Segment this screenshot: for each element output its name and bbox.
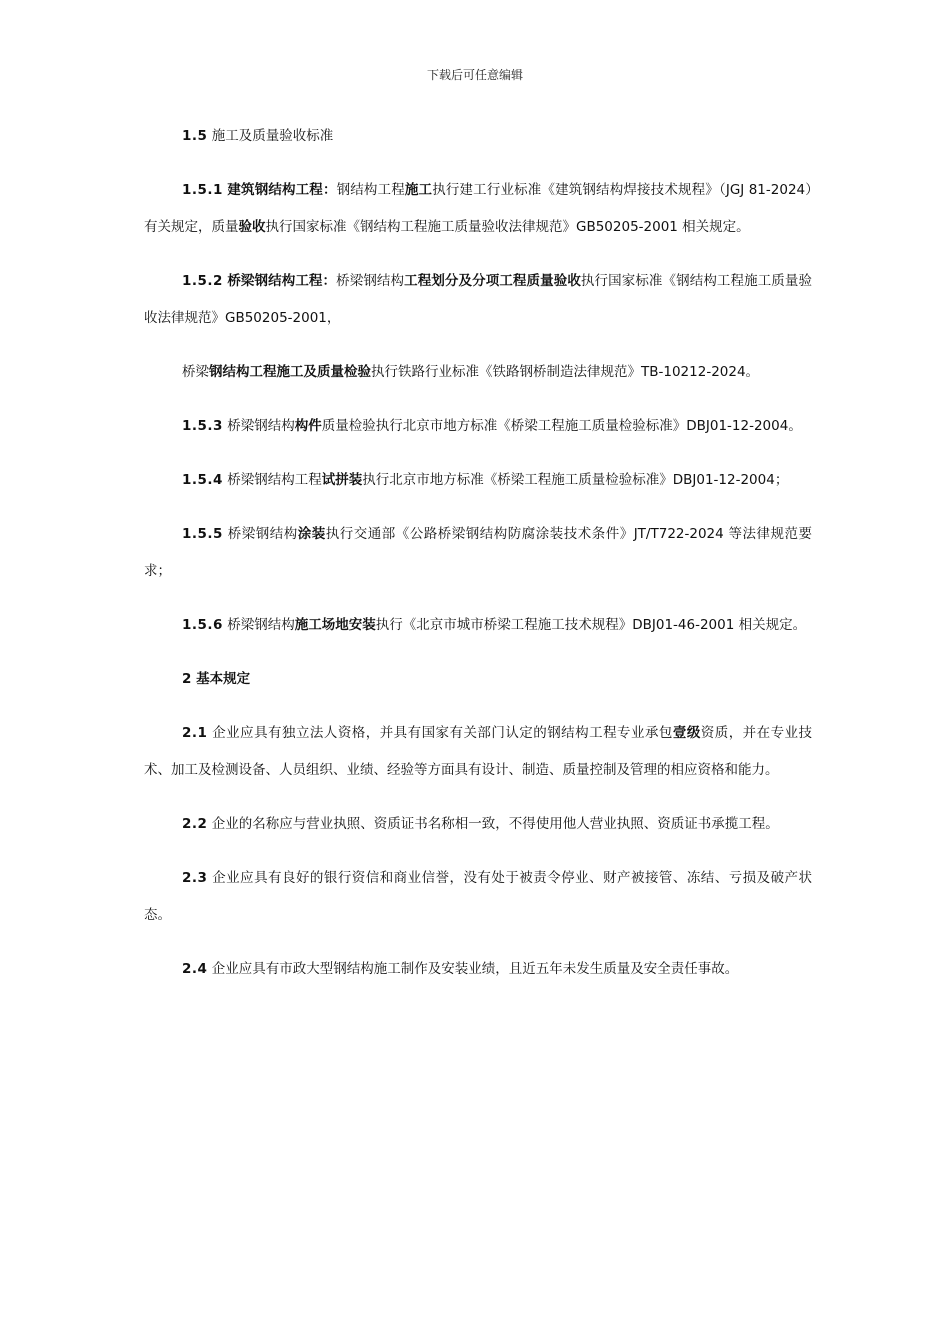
clause-emphasis: 构件 (294, 418, 322, 434)
section-2-heading: 2 基本规定 (182, 671, 251, 687)
page-header: 下载后可任意编辑 (426, 68, 523, 82)
clause-text: 资质，并在专业技术、加工及检测设备、人员组织、业绩、经验等方面具有设计、制造、质量控制及管理的相应资格和能力。 (144, 725, 813, 778)
clause-number: 2.3 (182, 870, 208, 886)
clause-number: 1.5.3 (182, 418, 223, 434)
clause-emphasis: 工程划分及分项工程质量验收 (404, 273, 581, 289)
clause-2-4 (144, 951, 812, 988)
clause-text: 执行国家标准《钢结构工程施工质量验收法律规范》GB50205-2001， (144, 273, 813, 326)
clause-text: 执行交通部《公路桥梁钢结构防腐涂装技术条件》JT/T722-2024 等法律规范要求； (144, 526, 813, 579)
clause-number: 2.4 (182, 961, 208, 977)
clause-title: 桥梁钢结构工程： (227, 273, 337, 289)
clause-emphasis: 涂装 (297, 526, 326, 542)
clause-1-5-3 (144, 408, 812, 445)
clause-emphasis: 试拼装 (321, 472, 363, 488)
clause-text: 执行建工行业标准《建筑钢结构焊接技术规程》（JGJ 81-2024）有关规定，质量 (144, 182, 813, 235)
section-1-5-heading (144, 118, 812, 155)
clause-1-5-4 (144, 462, 812, 499)
clause-text: 质量检验执行北京市地方标准《桥梁工程施工质量检验标准》DBJ01-12-2004。 (321, 418, 802, 434)
clause-text: 桥梁 (182, 364, 209, 380)
clause-text: 桥梁钢结构 (336, 273, 405, 289)
clause-emphasis: 钢结构工程施工及质量检验 (209, 364, 371, 380)
clause-number: 2.1 (182, 725, 208, 741)
clause-text: 桥梁钢结构 (227, 418, 295, 434)
document-body (144, 118, 812, 1005)
clause-text: 桥梁钢结构工程 (227, 472, 322, 488)
clause-text: 执行国家标准《钢结构工程施工质量验收法律规范》GB50205-2001 相关规定。 (265, 219, 750, 235)
clause-emphasis: 施工场地安装 (294, 617, 376, 633)
clause-number: 1.5.4 (182, 472, 223, 488)
clause-text: 企业应具有良好的银行资信和商业信誉，没有处于被责令停业、财产被接管、冻结、亏损及破产状态。 (144, 870, 813, 923)
clause-emphasis: 施工 (404, 182, 433, 198)
clause-emphasis: 壹级 (672, 725, 701, 741)
clause-text: 企业应具有独立法人资格，并具有国家有关部门认定的钢结构工程专业承包 (212, 725, 673, 741)
clause-number: 2.2 (182, 816, 208, 832)
clause-1-5-2-continued (144, 354, 812, 391)
clause-text: 执行《北京市城市桥梁工程施工技术规程》DBJ01-46-2001 相关规定。 (375, 617, 807, 633)
section-number: 1.5 (182, 128, 208, 144)
clause-text: 钢结构工程 (336, 182, 405, 198)
clause-number: 1.5.5 (182, 526, 223, 542)
clause-number: 1.5.1 (182, 182, 223, 198)
clause-emphasis: 验收 (238, 219, 266, 235)
clause-title: 建筑钢结构工程： (227, 182, 337, 198)
clause-text: 企业应具有市政大型钢结构施工制作及安装业绩，且近五年未发生质量及安全责任事故。 (211, 961, 739, 977)
clause-text: 桥梁钢结构 (227, 617, 295, 633)
clause-text: 桥梁钢结构 (227, 526, 298, 542)
clause-1-5-6 (144, 607, 812, 644)
clause-1-5-2 (144, 263, 812, 337)
clause-1-5-1 (144, 172, 812, 246)
clause-2-1 (144, 715, 812, 789)
clause-2-2 (144, 806, 812, 843)
clause-number: 1.5.6 (182, 617, 223, 633)
section-title: 施工及质量验收标准 (211, 128, 334, 144)
clause-text: 执行铁路行业标准《铁路钢桥制造法律规范》TB-10212-2024。 (371, 364, 760, 380)
clause-1-5-5 (144, 516, 812, 590)
clause-2-3 (144, 860, 812, 934)
clause-number: 1.5.2 (182, 273, 223, 289)
clause-text: 企业的名称应与营业执照、资质证书名称相一致，不得使用他人营业执照、资质证书承揽工程。 (211, 816, 779, 832)
clause-text: 执行北京市地方标准《桥梁工程施工质量检验标准》DBJ01-12-2004； (362, 472, 789, 488)
